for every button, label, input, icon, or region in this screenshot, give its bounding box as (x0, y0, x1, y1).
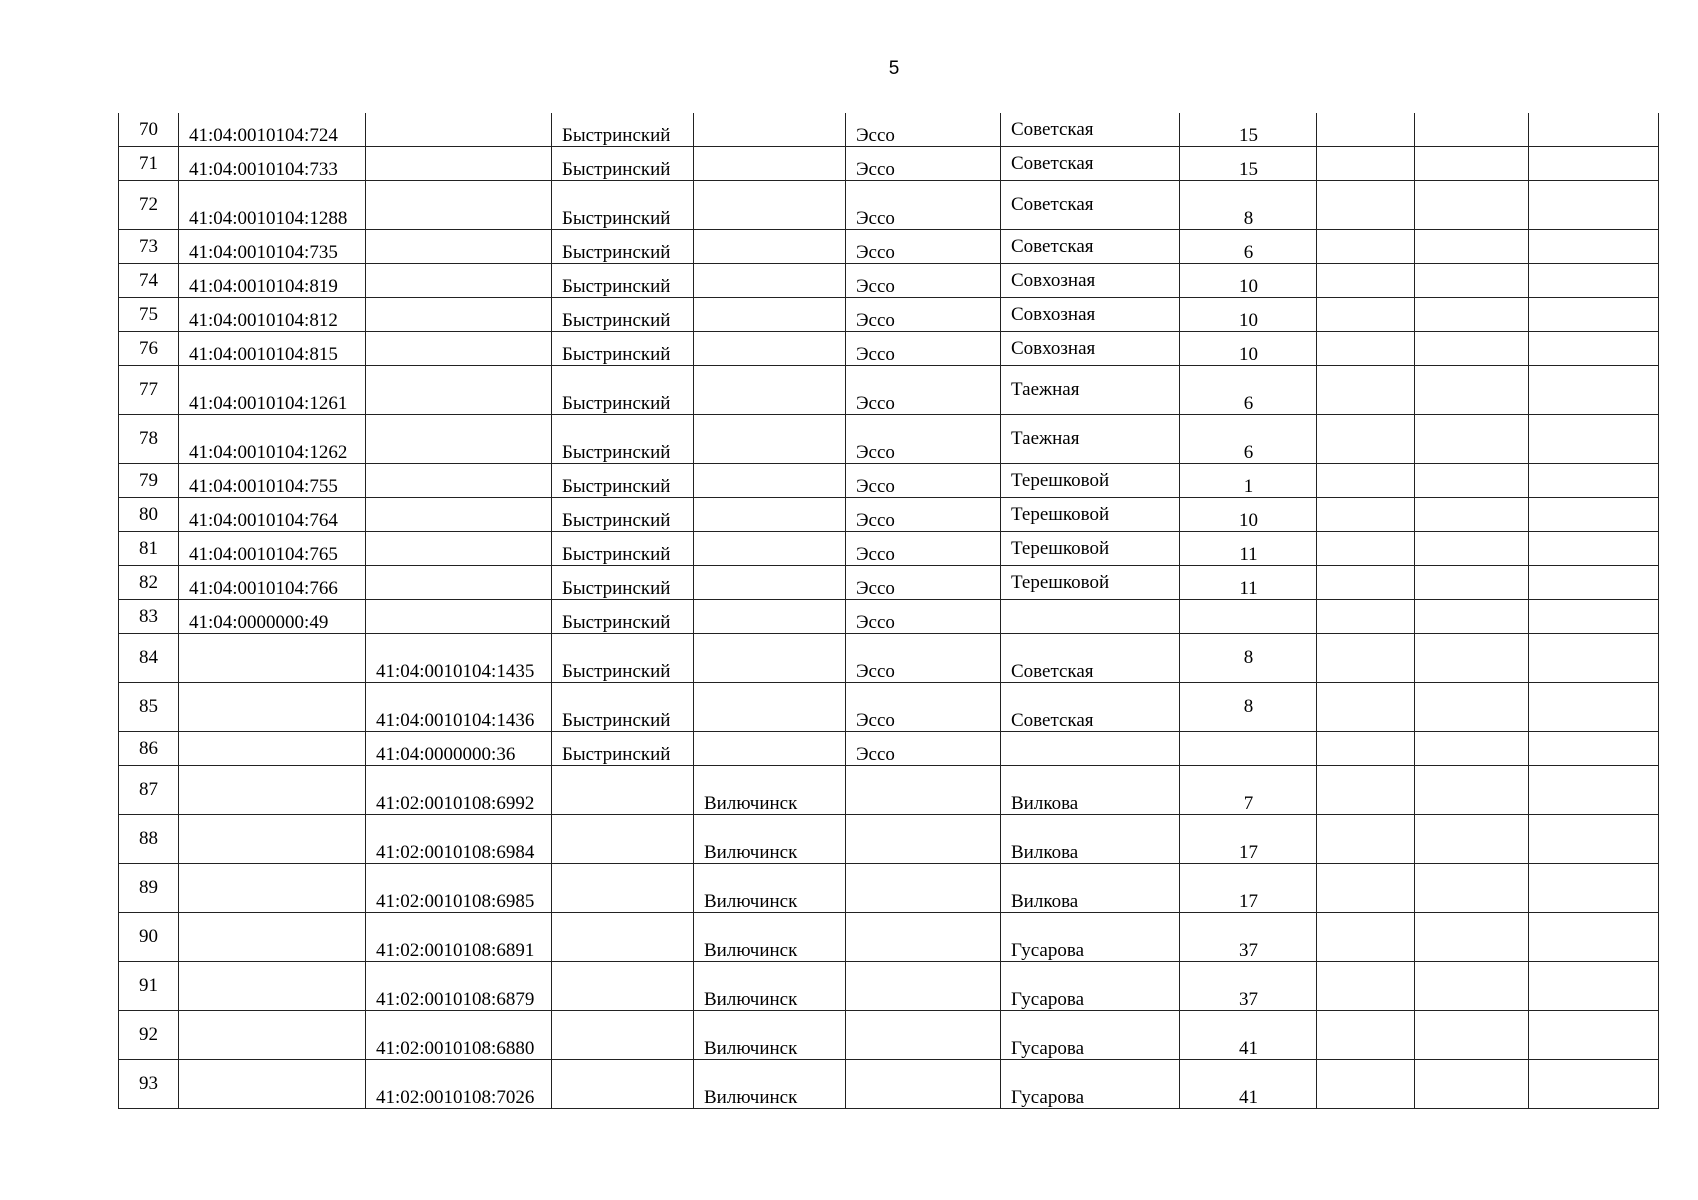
table-row (119, 264, 1659, 298)
locality-cell (846, 815, 1001, 864)
city-cell: Вилючинск (694, 1011, 846, 1060)
empty-cell (1529, 1060, 1659, 1109)
district-cell: Быстринский (552, 415, 694, 464)
street-cell: Гусарова (1001, 913, 1180, 962)
locality-cell: Эссо (846, 683, 1001, 732)
locality-cell: Эссо (846, 532, 1001, 566)
street-cell: Вилкова (1001, 766, 1180, 815)
empty-cell (1415, 766, 1529, 815)
empty-cell (1529, 332, 1659, 366)
empty-cell (1529, 532, 1659, 566)
street-cell: Гусарова (1001, 1011, 1180, 1060)
city-cell: Вилючинск (694, 962, 846, 1011)
table-row (119, 864, 1659, 913)
empty-cell (1529, 366, 1659, 415)
district-cell: Быстринский (552, 634, 694, 683)
row-number: 81 (119, 532, 179, 566)
cadastral-number-new-cell: 41:02:0010108:7026 (366, 1060, 552, 1109)
row-number: 73 (119, 230, 179, 264)
cadastral-number-cell (179, 913, 366, 962)
row-number: 87 (119, 766, 179, 815)
cadastral-number-cell: 41:04:0010104:724 (179, 113, 366, 147)
row-number: 84 (119, 634, 179, 683)
page-number: 5 (888, 58, 900, 79)
empty-cell (1415, 113, 1529, 147)
cadastral-number-cell (179, 1060, 366, 1109)
table-row (119, 634, 1659, 683)
district-cell: Быстринский (552, 181, 694, 230)
district-cell: Быстринский (552, 264, 694, 298)
street-cell (1001, 600, 1180, 634)
empty-cell (1529, 230, 1659, 264)
house-number-cell: 37 (1180, 962, 1317, 1011)
row-number: 89 (119, 864, 179, 913)
table-row (119, 815, 1659, 864)
empty-cell (1529, 732, 1659, 766)
district-cell: Быстринский (552, 366, 694, 415)
city-cell (694, 464, 846, 498)
empty-cell (1317, 1011, 1415, 1060)
cadastral-number-new-cell (366, 264, 552, 298)
empty-cell (1317, 732, 1415, 766)
locality-cell: Эссо (846, 566, 1001, 600)
cadastral-number-new-cell (366, 181, 552, 230)
house-number-cell: 17 (1180, 815, 1317, 864)
table-row (119, 113, 1659, 147)
empty-cell (1415, 332, 1529, 366)
house-number-cell: 10 (1180, 332, 1317, 366)
district-cell (552, 913, 694, 962)
district-cell: Быстринский (552, 498, 694, 532)
city-cell (694, 566, 846, 600)
locality-cell: Эссо (846, 366, 1001, 415)
house-number-cell: 15 (1180, 113, 1317, 147)
house-number-cell: 17 (1180, 864, 1317, 913)
street-cell: Гусарова (1001, 1060, 1180, 1109)
locality-cell: Эссо (846, 298, 1001, 332)
street-cell: Советская (1001, 147, 1180, 181)
empty-cell (1317, 600, 1415, 634)
empty-cell (1415, 815, 1529, 864)
empty-cell (1529, 962, 1659, 1011)
city-cell (694, 147, 846, 181)
city-cell (694, 264, 846, 298)
cadastral-number-cell: 41:04:0010104:1288 (179, 181, 366, 230)
district-cell (552, 1060, 694, 1109)
house-number-cell: 8 (1180, 634, 1317, 683)
cadastral-number-new-cell: 41:02:0010108:6992 (366, 766, 552, 815)
district-cell: Быстринский (552, 332, 694, 366)
cadastral-number-cell: 41:04:0010104:766 (179, 566, 366, 600)
cadastral-number-cell (179, 732, 366, 766)
city-cell: Вилючинск (694, 913, 846, 962)
house-number-cell: 15 (1180, 147, 1317, 181)
cadastral-number-cell (179, 962, 366, 1011)
city-cell (694, 332, 846, 366)
street-cell: Вилкова (1001, 864, 1180, 913)
cadastral-number-cell: 41:04:0010104:733 (179, 147, 366, 181)
empty-cell (1317, 464, 1415, 498)
empty-cell (1317, 332, 1415, 366)
cadastral-number-new-cell: 41:02:0010108:6985 (366, 864, 552, 913)
empty-cell (1415, 366, 1529, 415)
empty-cell (1317, 815, 1415, 864)
street-cell: Советская (1001, 683, 1180, 732)
cadastral-number-new-cell (366, 230, 552, 264)
empty-cell (1415, 864, 1529, 913)
cadastral-number-cell: 41:04:0010104:1261 (179, 366, 366, 415)
district-cell: Быстринский (552, 113, 694, 147)
row-number: 74 (119, 264, 179, 298)
district-cell: Быстринский (552, 600, 694, 634)
house-number-cell: 37 (1180, 913, 1317, 962)
row-number: 86 (119, 732, 179, 766)
empty-cell (1415, 962, 1529, 1011)
locality-cell: Эссо (846, 113, 1001, 147)
empty-cell (1415, 498, 1529, 532)
cadastral-number-new-cell: 41:02:0010108:6984 (366, 815, 552, 864)
row-number: 80 (119, 498, 179, 532)
cadastral-number-cell (179, 634, 366, 683)
empty-cell (1529, 566, 1659, 600)
table-row (119, 1011, 1659, 1060)
table-row (119, 600, 1659, 634)
district-cell: Быстринский (552, 532, 694, 566)
locality-cell (846, 962, 1001, 1011)
locality-cell: Эссо (846, 634, 1001, 683)
house-number-cell: 6 (1180, 415, 1317, 464)
empty-cell (1317, 498, 1415, 532)
house-number-cell: 41 (1180, 1060, 1317, 1109)
street-cell: Гусарова (1001, 962, 1180, 1011)
city-cell (694, 181, 846, 230)
house-number-cell: 6 (1180, 366, 1317, 415)
street-cell: Советская (1001, 634, 1180, 683)
empty-cell (1415, 147, 1529, 181)
cadastral-number-cell: 41:04:0010104:815 (179, 332, 366, 366)
table-row (119, 464, 1659, 498)
row-number: 88 (119, 815, 179, 864)
table-row (119, 230, 1659, 264)
empty-cell (1529, 634, 1659, 683)
cadastral-number-new-cell (366, 298, 552, 332)
district-cell (552, 864, 694, 913)
row-number: 70 (119, 113, 179, 147)
house-number-cell: 10 (1180, 298, 1317, 332)
city-cell (694, 600, 846, 634)
empty-cell (1415, 532, 1529, 566)
empty-cell (1415, 298, 1529, 332)
locality-cell: Эссо (846, 498, 1001, 532)
row-number: 77 (119, 366, 179, 415)
row-number: 83 (119, 600, 179, 634)
cadastral-number-new-cell (366, 147, 552, 181)
empty-cell (1317, 181, 1415, 230)
table-row (119, 532, 1659, 566)
cadastral-number-cell: 41:04:0010104:765 (179, 532, 366, 566)
empty-cell (1529, 913, 1659, 962)
empty-cell (1529, 264, 1659, 298)
empty-cell (1415, 415, 1529, 464)
table-row (119, 498, 1659, 532)
city-cell (694, 532, 846, 566)
street-cell: Советская (1001, 113, 1180, 147)
empty-cell (1317, 566, 1415, 600)
district-cell (552, 962, 694, 1011)
district-cell: Быстринский (552, 464, 694, 498)
empty-cell (1529, 683, 1659, 732)
table-row (119, 298, 1659, 332)
cadastral-number-new-cell: 41:02:0010108:6891 (366, 913, 552, 962)
table-row (119, 683, 1659, 732)
house-number-cell: 7 (1180, 766, 1317, 815)
city-cell (694, 634, 846, 683)
house-number-cell: 11 (1180, 566, 1317, 600)
cadastral-number-new-cell (366, 600, 552, 634)
district-cell: Быстринский (552, 566, 694, 600)
empty-cell (1529, 298, 1659, 332)
empty-cell (1529, 113, 1659, 147)
street-cell: Терешковой (1001, 464, 1180, 498)
empty-cell (1529, 415, 1659, 464)
empty-cell (1415, 732, 1529, 766)
cadastral-number-new-cell: 41:04:0010104:1435 (366, 634, 552, 683)
table-row (119, 181, 1659, 230)
row-number: 91 (119, 962, 179, 1011)
cadastral-number-new-cell: 41:04:0010104:1436 (366, 683, 552, 732)
table-row (119, 147, 1659, 181)
empty-cell (1317, 298, 1415, 332)
locality-cell: Эссо (846, 230, 1001, 264)
street-cell: Вилкова (1001, 815, 1180, 864)
table-row (119, 913, 1659, 962)
locality-cell: Эссо (846, 464, 1001, 498)
street-cell: Терешковой (1001, 498, 1180, 532)
table-row (119, 732, 1659, 766)
cadastral-number-new-cell (366, 415, 552, 464)
empty-cell (1317, 634, 1415, 683)
city-cell: Вилючинск (694, 815, 846, 864)
empty-cell (1317, 415, 1415, 464)
cadastral-number-cell: 41:04:0010104:819 (179, 264, 366, 298)
locality-cell (846, 864, 1001, 913)
empty-cell (1529, 864, 1659, 913)
cadastral-number-new-cell: 41:04:0000000:36 (366, 732, 552, 766)
city-cell (694, 366, 846, 415)
row-number: 85 (119, 683, 179, 732)
table-row (119, 332, 1659, 366)
locality-cell (846, 766, 1001, 815)
cadastral-number-cell: 41:04:0010104:755 (179, 464, 366, 498)
empty-cell (1529, 464, 1659, 498)
district-cell (552, 766, 694, 815)
street-cell: Совхозная (1001, 332, 1180, 366)
house-number-cell: 8 (1180, 683, 1317, 732)
street-cell: Терешковой (1001, 532, 1180, 566)
street-cell (1001, 732, 1180, 766)
house-number-cell: 8 (1180, 181, 1317, 230)
cadastral-number-cell (179, 766, 366, 815)
cadastral-number-cell (179, 864, 366, 913)
city-cell: Вилючинск (694, 864, 846, 913)
cadastral-number-new-cell (366, 566, 552, 600)
empty-cell (1317, 532, 1415, 566)
locality-cell: Эссо (846, 332, 1001, 366)
city-cell: Вилючинск (694, 766, 846, 815)
empty-cell (1415, 1060, 1529, 1109)
house-number-cell (1180, 600, 1317, 634)
empty-cell (1529, 498, 1659, 532)
cadastral-number-cell: 41:04:0010104:1262 (179, 415, 366, 464)
house-number-cell: 10 (1180, 498, 1317, 532)
district-cell: Быстринский (552, 230, 694, 264)
empty-cell (1415, 1011, 1529, 1060)
empty-cell (1415, 634, 1529, 683)
city-cell (694, 683, 846, 732)
city-cell (694, 415, 846, 464)
house-number-cell: 11 (1180, 532, 1317, 566)
district-cell: Быстринский (552, 147, 694, 181)
empty-cell (1415, 566, 1529, 600)
row-number: 71 (119, 147, 179, 181)
locality-cell: Эссо (846, 415, 1001, 464)
empty-cell (1317, 230, 1415, 264)
district-cell: Быстринский (552, 732, 694, 766)
empty-cell (1529, 815, 1659, 864)
row-number: 75 (119, 298, 179, 332)
cadastral-number-new-cell: 41:02:0010108:6879 (366, 962, 552, 1011)
street-cell: Советская (1001, 181, 1180, 230)
empty-cell (1415, 464, 1529, 498)
empty-cell (1529, 766, 1659, 815)
row-number: 72 (119, 181, 179, 230)
empty-cell (1529, 181, 1659, 230)
locality-cell (846, 1060, 1001, 1109)
cadastral-number-cell: 41:04:0010104:764 (179, 498, 366, 532)
empty-cell (1415, 264, 1529, 298)
row-number: 79 (119, 464, 179, 498)
cadastral-number-cell (179, 1011, 366, 1060)
empty-cell (1415, 683, 1529, 732)
empty-cell (1317, 683, 1415, 732)
cadastral-number-cell: 41:04:0010104:735 (179, 230, 366, 264)
empty-cell (1317, 766, 1415, 815)
locality-cell: Эссо (846, 264, 1001, 298)
street-cell: Совхозная (1001, 264, 1180, 298)
empty-cell (1317, 913, 1415, 962)
empty-cell (1529, 1011, 1659, 1060)
empty-cell (1415, 230, 1529, 264)
district-cell: Быстринский (552, 298, 694, 332)
street-cell: Советская (1001, 230, 1180, 264)
empty-cell (1317, 1060, 1415, 1109)
city-cell (694, 113, 846, 147)
row-number: 92 (119, 1011, 179, 1060)
row-number: 90 (119, 913, 179, 962)
empty-cell (1529, 147, 1659, 181)
house-number-cell: 1 (1180, 464, 1317, 498)
cadastral-number-new-cell (366, 498, 552, 532)
street-cell: Таежная (1001, 366, 1180, 415)
city-cell (694, 498, 846, 532)
empty-cell (1529, 600, 1659, 634)
row-number: 82 (119, 566, 179, 600)
empty-cell (1317, 113, 1415, 147)
district-cell (552, 815, 694, 864)
table-row (119, 366, 1659, 415)
locality-cell: Эссо (846, 181, 1001, 230)
street-cell: Совхозная (1001, 298, 1180, 332)
empty-cell (1317, 264, 1415, 298)
cadastral-number-new-cell (366, 464, 552, 498)
locality-cell: Эссо (846, 732, 1001, 766)
registry-table-body (119, 113, 1659, 1109)
city-cell (694, 298, 846, 332)
empty-cell (1415, 181, 1529, 230)
city-cell (694, 230, 846, 264)
city-cell: Вилючинск (694, 1060, 846, 1109)
street-cell: Таежная (1001, 415, 1180, 464)
house-number-cell: 10 (1180, 264, 1317, 298)
district-cell (552, 1011, 694, 1060)
row-number: 78 (119, 415, 179, 464)
house-number-cell: 6 (1180, 230, 1317, 264)
city-cell (694, 732, 846, 766)
empty-cell (1317, 147, 1415, 181)
locality-cell (846, 913, 1001, 962)
cadastral-number-cell (179, 683, 366, 732)
table-row (119, 415, 1659, 464)
table-row (119, 1060, 1659, 1109)
cadastral-number-new-cell (366, 532, 552, 566)
empty-cell (1317, 366, 1415, 415)
empty-cell (1317, 864, 1415, 913)
empty-cell (1415, 600, 1529, 634)
table-row (119, 566, 1659, 600)
row-number: 76 (119, 332, 179, 366)
row-number: 93 (119, 1060, 179, 1109)
cadastral-number-cell: 41:04:0010104:812 (179, 298, 366, 332)
locality-cell: Эссо (846, 147, 1001, 181)
house-number-cell: 41 (1180, 1011, 1317, 1060)
cadastral-number-new-cell: 41:02:0010108:6880 (366, 1011, 552, 1060)
cadastral-number-new-cell (366, 113, 552, 147)
cadastral-number-new-cell (366, 366, 552, 415)
street-cell: Терешковой (1001, 566, 1180, 600)
house-number-cell (1180, 732, 1317, 766)
cadastral-number-new-cell (366, 332, 552, 366)
locality-cell: Эссо (846, 600, 1001, 634)
empty-cell (1317, 962, 1415, 1011)
table-row (119, 766, 1659, 815)
district-cell: Быстринский (552, 683, 694, 732)
cadastral-number-cell: 41:04:0000000:49 (179, 600, 366, 634)
table-row (119, 962, 1659, 1011)
empty-cell (1415, 913, 1529, 962)
locality-cell (846, 1011, 1001, 1060)
cadastral-number-cell (179, 815, 366, 864)
registry-table (118, 113, 1659, 1109)
